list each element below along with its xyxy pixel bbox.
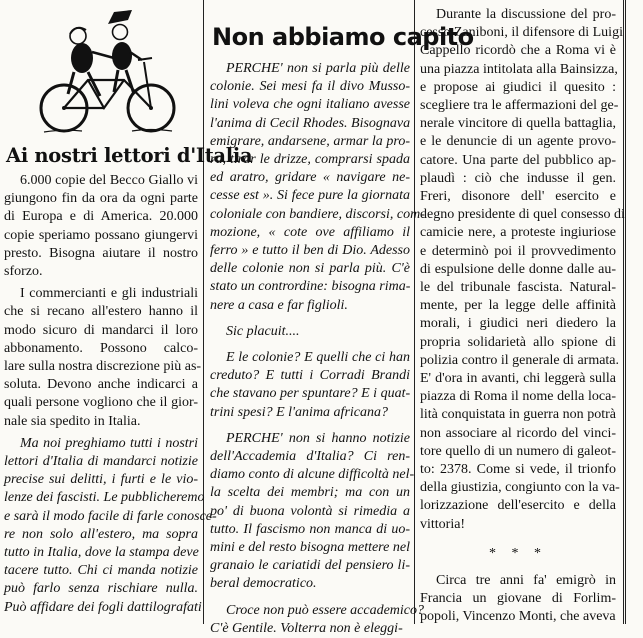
- text-line: Può affidare dei fogli dattilografati: [4, 599, 202, 615]
- text-line: diamo conto di alcune difficoltà nel-: [210, 467, 415, 483]
- section-separator: * * *: [489, 545, 547, 561]
- text-line: piazza di Roma il nome della loca-: [420, 389, 616, 405]
- text-line: nale sia spedito in Italia.: [4, 413, 141, 429]
- text-line: Sic placuit....: [226, 323, 300, 339]
- text-line: mozione, « cote ove affiliamo il: [210, 224, 410, 240]
- text-line: propria solidarietà allo spione di: [420, 334, 616, 350]
- text-line: 6.000 copie del Becco Giallo vi: [20, 173, 198, 188]
- text-line: PERCHE' non si parla più delle: [226, 61, 410, 76]
- text-line: degno presidente di quel consesso di: [420, 207, 625, 223]
- text-line: precise sui delitti, i furti e le vio-: [4, 472, 198, 488]
- paragraph: [420, 572, 616, 627]
- tandem-bicycle-cartoon: [4, 0, 198, 140]
- text-line: camicie nere, a proteste ingiuriose: [420, 225, 616, 241]
- article-body: [210, 60, 425, 638]
- paragraph: [210, 349, 410, 422]
- text-line: lare sulla nostra discrezione più as-: [4, 359, 202, 375]
- text-line: ra, tirar le drizze, comprarsi spada: [210, 152, 410, 168]
- text-line: tore quello di un numero di galeot-: [420, 443, 616, 459]
- column-left: [4, 0, 253, 624]
- text-line: to: 2378. Come si vede, il trionfo: [420, 462, 616, 478]
- text-line: Durante la discussione del pro-: [436, 7, 616, 22]
- text-line: E le colonie? E quelli che ci han: [226, 350, 410, 366]
- text-line: tacere tutto. Chi ci manda notizie: [4, 563, 198, 579]
- text-line: e propose ai giudici il quesito :: [420, 79, 616, 95]
- text-line: tutto. Il fascismo non manca di uo-: [210, 521, 410, 537]
- text-line: nerale vincitore di quella battaglia,: [420, 116, 616, 132]
- headline-ai-nostri-lettori: Ai nostri lettori d'Italia: [6, 144, 253, 167]
- text-line: colonie. Sei mesi fa il divo Musso-: [210, 79, 410, 95]
- text-line: re non solo all'estero, ma sopra: [4, 526, 198, 542]
- text-line: le del tribunale fascista. Natural-: [420, 280, 616, 296]
- text-line: C'è Gentile. Volterra non è eleggi-: [210, 620, 403, 636]
- text-line: l'anima di Cecil Rhodes. Bisognava: [210, 115, 411, 131]
- paragraph: [210, 602, 425, 638]
- text-line: che si recano all'estero hanno il: [4, 304, 198, 320]
- text-line: trini spesi? E l'anima africana?: [210, 404, 388, 420]
- text-line: scegliere tra le affermazioni del ge-: [420, 98, 619, 114]
- article-body: [420, 572, 616, 627]
- text-line: E' d'ora in avanti, chi leggerà sulla: [420, 371, 616, 387]
- text-line: lettori d'Italia di mandarci notizie: [4, 454, 198, 470]
- paragraph: [210, 323, 410, 341]
- text-line: vittoria!: [420, 516, 466, 532]
- column-rule: [414, 0, 415, 624]
- text-line: che stavano per spuntare? E i quat-: [210, 386, 411, 402]
- text-line: la scelta dei membri; ma con un: [210, 485, 410, 501]
- text-line: po' di buona volontà si rimedia a: [210, 503, 410, 519]
- text-line: ed aratro, gridare « navigare ne-: [210, 170, 410, 186]
- text-line: copie speriamo possano giungervi: [4, 227, 198, 243]
- paragraph: [4, 435, 217, 617]
- text-line: Cappello ricordò che a Roma vi è: [420, 43, 616, 59]
- text-line: coloniale con bandiere, discorsi, com-: [210, 206, 425, 222]
- text-line: di Europa e di America. 20.000: [4, 209, 198, 225]
- text-line: cesso Zaniboni, il difensore di Luigi: [420, 25, 623, 41]
- text-line: lenze dei fascisti. Le pubblicheremo: [4, 490, 205, 506]
- text-line: giungono fin da ora da ogni parte: [4, 191, 198, 207]
- paragraph: [210, 430, 415, 594]
- text-line: e sarà il modo facile di farle conosce-: [4, 508, 217, 524]
- text-line: ferro » e tutto il ben di Dio. Adesso: [210, 243, 410, 259]
- paragraph: [420, 6, 625, 534]
- text-line: emigrare, andarsene, armar la pro-: [210, 133, 410, 149]
- text-line: di espulsione delle donne dalle au-: [420, 261, 616, 277]
- text-line: plaudì : ciò che indusse il gen.: [420, 170, 616, 186]
- paragraph: [210, 60, 425, 315]
- text-line: catore. Una parte del pubblico ap-: [420, 152, 616, 168]
- text-line: beral democratico.: [210, 576, 317, 592]
- text-line: dell'Accademia d'Italia? Ci ren-: [210, 449, 410, 465]
- text-line: I commercianti e gli industriali: [20, 286, 198, 302]
- article-body: [4, 172, 217, 617]
- text-line: lorizzazione dell'esercito e della: [420, 498, 616, 514]
- paragraph: [4, 172, 198, 281]
- text-line: della giustizia, congiunto con la va-: [420, 480, 620, 496]
- text-line: Francia un giovane di Forlim-: [420, 591, 616, 607]
- page-edge-rule: [623, 0, 626, 624]
- text-line: nere a casa e far figlioli.: [210, 297, 348, 313]
- text-line: Croce non può essere accademico?: [226, 602, 425, 618]
- text-line: può farlo senza rischiare nulla.: [4, 581, 198, 597]
- text-line: creduto? E tutti i Corradi Brandi: [210, 368, 410, 384]
- text-line: modo sicuro di mandarci il loro: [4, 322, 198, 338]
- text-line: quali persone vogliono che il gior-: [4, 395, 198, 411]
- text-line: tutto in Italia, dove la stampa deve: [4, 545, 199, 561]
- text-line: PERCHE' non si hanno notizie: [226, 430, 410, 446]
- text-line: mente, per la legge delle affinità: [420, 298, 616, 314]
- text-line: Ma noi preghiamo tutti i nostri: [20, 435, 198, 451]
- paragraph: [4, 285, 202, 431]
- text-line: delle colonie non si parla più. C'è: [210, 261, 410, 277]
- text-line: soluta. Devono anche indicarci a: [4, 377, 198, 393]
- text-line: popoli, Vincenzo Monti, che aveva: [420, 609, 616, 625]
- column-right: [420, 0, 625, 625]
- headline-non-abbiamo-capito: Non abbiamo capito: [212, 23, 474, 51]
- text-line: mini e del resto bisogna mettere nel: [210, 540, 410, 556]
- text-line: non associare al ricordo del vinci-: [420, 425, 616, 441]
- article-body: [420, 6, 625, 534]
- text-line: granaio le cariatidi del pensiero li-: [210, 558, 410, 574]
- text-line: una piazza intitolata alla Bainsizza,: [420, 61, 618, 77]
- text-line: e le denuncie di un agente provo-: [420, 134, 616, 150]
- text-line: lità conquistata in guerra non potrà: [420, 407, 616, 423]
- text-line: lini voleva che ogni italiano avesse: [210, 97, 410, 113]
- text-line: Freri, disonore dell' esercito e: [420, 189, 616, 205]
- text-line: sforzo.: [4, 264, 43, 280]
- text-line: cesse est ». Si fece pure la giornata: [210, 188, 410, 204]
- column-rule: [203, 0, 204, 624]
- bicycle-illustration-icon: [4, 0, 198, 140]
- text-line: abbonamento. Possono calco-: [4, 340, 198, 356]
- text-line: morali, i giudici neri diedero la: [420, 316, 616, 332]
- text-line: stato un contrordine: bisogna rima-: [210, 279, 411, 295]
- text-line: polizia contro il generale di armata.: [420, 352, 620, 368]
- text-line: Circa tre anni fa' emigrò in: [436, 572, 616, 588]
- text-line: e determinò poi il provvedimento: [420, 243, 616, 259]
- text-line: presto. Bisogna aiutare il nostro: [4, 245, 198, 261]
